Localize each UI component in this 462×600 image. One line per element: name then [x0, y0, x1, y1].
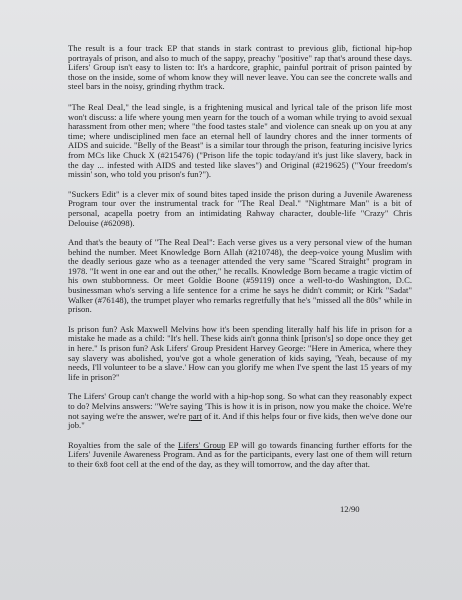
paragraph-beauty: And that's the beauty of "The Real Deal": Each verse gives us a very personal view of the human behind the number. Meet Knowledge Born Allah (#210748), the deep-voice young Muslim with the deadly serious gaze who as a teenager attended the very same "Scared Straight" program in 1978. "It went in one ear and out the other," he recalls. Knowledge Born became a tragic victim of his own stubbornness. Or meet Goldie Boone (#59119) once a well-to-do Washington, D.C. businessman who's serving a life sentence for a crime he says he didn't commit; or Kirk "Sadat" Walker (#76148), the trumpet player who remarks regretfully that he's "missed all the 80s" while in prison.	[68, 237, 412, 315]
underlined-title-lifers-group: Lifers' Group	[178, 439, 226, 450]
text-segment: EP will go towards financing further efforts for the Lifers' Juvenile Awareness Program. And as for the participants, every last one of them will return to their 6x8 foot cell at the end of the day, as they will tomorrow, and the day after that.	[68, 439, 413, 469]
paragraph-change-world	[68, 392, 412, 430]
paragraph-real-deal: "The Real Deal," the lead single, is a frightening musical and lyrical tale of the prison life most won't discuss: a life where young men yearn for the touch of a woman while trying to avoid sexual harassment from other men; where "the food tastes stale" and violence can sneak up on you at any time; where undisciplined men face an eternal hell of laundry chores and the inner torments of AIDS and suicide. "Belly of the Beast" is a similar tour through the prison, featuring incisive lyrics from MCs like Chuck X (#215476) ("Prison life the topic today/and it's just like slavery, back in the day ... infested with AIDS and tested like slaves") and Original (#219625) ("Your freedom's missin' son, who told you prison's fun?").	[68, 101, 412, 180]
text-segment: of it. And if this helps four or five kids, then we've done our job."	[68, 410, 412, 431]
underlined-word-part: part	[188, 410, 202, 421]
document-date: 12/90	[340, 504, 360, 514]
paragraph-royalties	[68, 441, 412, 470]
paragraph-suckers-edit: "Suckers Edit" is a clever mix of sound bites taped inside the prison during a Juvenile Awareness Program tour over the instrumental track for "The Real Deal." "Nightmare Man" is a bit of personal, acapella poetry from an intimidating Rahway character, double-life "Crazy" Chris Delouise (#62098).	[68, 188, 412, 228]
text-segment: Royalties from the sale of the	[68, 439, 178, 450]
paragraph-ep-summary: The result is a four track EP that stands in stark contrast to previous glib, fictional hip-hop portrayals of prison, and also to much of the sappy, preachy "positive" rap that's around these days. Lifers' Group isn't easy to listen to: It's a hardcore, graphic, painful portrait of prison painted by those on the inside, some of whom know they will never leave. You can see the concrete walls and steel bars in the noisy, grinding rhythm track.	[68, 43, 412, 92]
text-segment: The Lifers' Group can't change the world with a hip-hop song. So what can they reasonably expect to do? Melvins answers: "We're saying 'This is how it is in prison, now you make the choice. We're not saying we're the answer, we're	[68, 391, 412, 421]
paragraph-prison-fun: Is prison fun? Ask Maxwell Melvins how it's been spending literally half his life in prison for a mistake he made as a child: "It's hell. These kids ain't gonna think [prison's] so dope once they get in here." Is prison fun? Ask Lifers' Group President Harvey George: "Here in America, where they say slavery was abolished, you've got a whole generation of kids saying, 'Yeah, because of my needs, I'll volunteer to be a slave.' How can you glorify me when I've spent the last 15 years of my life in prison?"	[68, 323, 412, 382]
